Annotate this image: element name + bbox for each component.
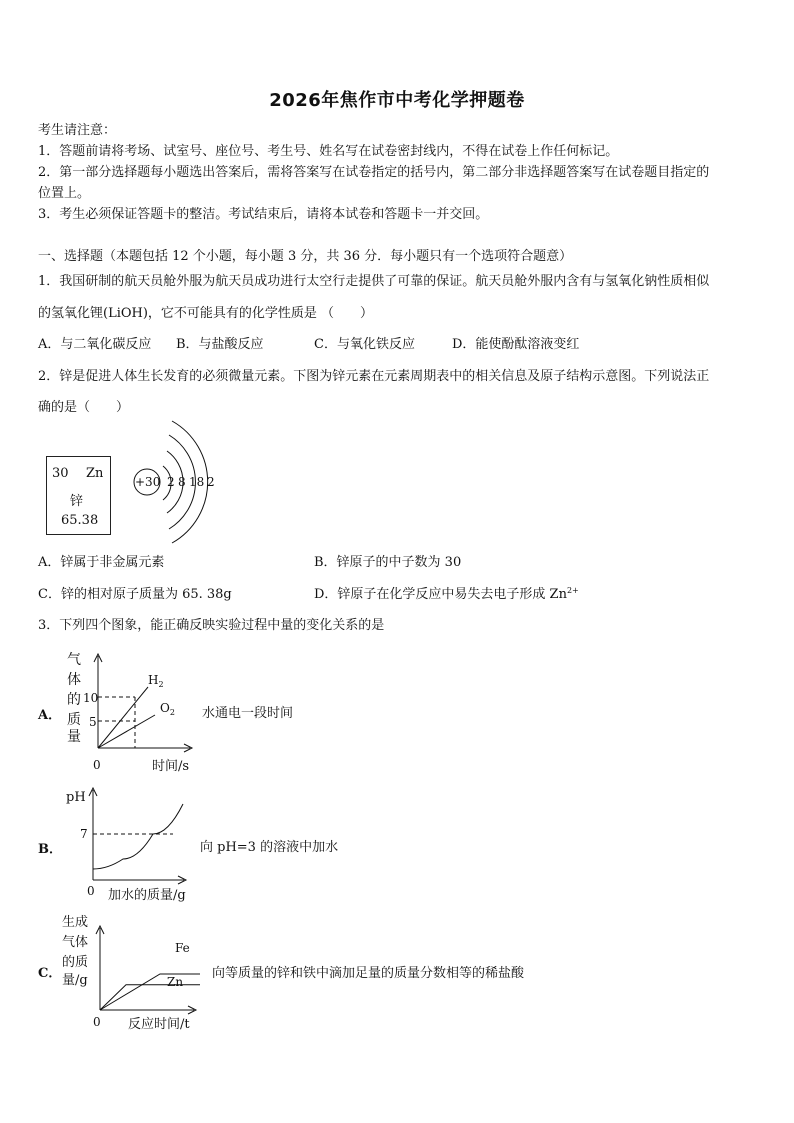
section-heading: 一、选择题（本题包括 12 个小题，每小题 3 分，共 36 分．每小题只有一个选项符合题意）: [38, 249, 573, 264]
graph-c-description: 向等质量的锌和铁中滴加足量的质量分数相等的稀盐酸: [212, 966, 525, 981]
graph-a-tick-10: 10: [83, 691, 99, 705]
graph-c-xlabel: 反应时间/t: [128, 1017, 190, 1032]
q2-option-d-charge: 2+: [566, 586, 579, 595]
q3-stem: 3．下列四个图象，能正确反映实验过程中量的变化关系的是: [38, 618, 385, 633]
element-name: 锌: [70, 494, 84, 509]
graph-a-label-h2: $H_2$: [148, 673, 164, 689]
q2-option-a: A．锌属于非金属元素: [38, 555, 165, 570]
graph-c-ylabel-line-4: 量/g: [62, 973, 88, 988]
graph-a-ylabel: [67, 652, 81, 745]
q2-option-d-text: D．锌原子在化学反应中易失去电子形成 Zn: [314, 587, 567, 602]
shell-electrons-1: 2: [167, 475, 175, 489]
notice-item-1: 1．答题前请将考场、试室号、座位号、考生号、姓名写在试卷密封线内，不得在试卷上作任何标记。: [38, 144, 619, 159]
q1-option-c: C．与氧化铁反应: [314, 337, 415, 352]
graph-b: [58, 782, 208, 907]
notice-item-2-cont: 位置上。: [38, 186, 91, 201]
graph-a-ylabel-char-3: 的: [67, 692, 81, 708]
graph-a: [58, 648, 208, 778]
notice-heading: 考生请注意：: [38, 123, 117, 138]
graph-b-ylabel: pH: [66, 790, 86, 805]
element-mass: 65.38: [61, 513, 99, 528]
graph-b-xlabel: 加水的质量/g: [108, 888, 186, 903]
shell-electrons-4: 2: [207, 475, 215, 489]
graph-a-label-o2: $O_2$: [160, 701, 175, 717]
graph-c: [58, 910, 208, 1035]
graph-a-ylabel-char-5: 量: [67, 729, 81, 745]
q2-option-d: [314, 583, 579, 602]
element-atomic-number: 30: [52, 466, 69, 481]
graph-c-origin: 0: [93, 1015, 101, 1029]
graph-a-line-h2: [98, 687, 148, 748]
graph-c-label-zn: Zn: [167, 975, 184, 989]
graph-b-origin: 0: [87, 884, 95, 898]
q1-line-2: 的氢氧化锂(LiOH)，它不可能具有的化学性质是 （ ）: [38, 306, 374, 321]
graph-b-tick-7: 7: [80, 827, 88, 841]
q2-line-1: 2．锌是促进人体生长发育的必须微量元素。下图为锌元素在元素周期表中的相关信息及原子结构示意图。下列说法正: [38, 369, 710, 384]
graph-c-ylabel: [62, 914, 88, 988]
graph-a-tick-5: 5: [89, 715, 97, 729]
element-symbol: Zn: [86, 466, 104, 481]
page-title: 2026年焦作市中考化学押题卷: [269, 90, 525, 111]
graph-a-ylabel-char-1: 气: [67, 652, 81, 668]
graph-c-line-fe: [100, 974, 200, 1010]
graph-c-label-fe: Fe: [175, 941, 190, 955]
shell-electrons-2: 8: [178, 475, 186, 489]
q1-option-d: D．能使酚酞溶液变红: [452, 337, 580, 352]
atom-structure-diagram: [128, 418, 228, 548]
q3-option-b-letter: B．: [38, 842, 62, 857]
graph-a-xlabel: 时间/s: [152, 759, 190, 774]
graph-b-curve: [93, 804, 183, 869]
q2-option-b: B．锌原子的中子数为 30: [314, 555, 462, 570]
q2-option-c: C．锌的相对原子质量为 65. 38g: [38, 587, 232, 602]
graph-c-ylabel-line-1: 生成: [62, 915, 89, 930]
graph-c-line-zn: [100, 985, 200, 1010]
q3-option-a-letter: A．: [38, 708, 62, 723]
q1-option-b: B．与盐酸反应: [176, 337, 264, 352]
q1-line-1: 1．我国研制的航天员舱外服为航天员成功进行太空行走提供了可靠的保证。航天员舱外服内含有与氢氧化钠性质相似: [38, 274, 710, 289]
q3-option-c-letter: C．: [38, 966, 62, 981]
graph-b-description: 向 pH=3 的溶液中加水: [200, 840, 339, 855]
graph-c-ylabel-line-2: 气体: [62, 935, 89, 950]
graph-a-line-o2: [98, 715, 155, 748]
graph-a-origin: 0: [93, 758, 101, 772]
q1-option-a: A．与二氧化碳反应: [38, 337, 152, 352]
shell-electrons-3: 18: [189, 475, 205, 489]
graph-a-ylabel-char-2: 体: [67, 672, 81, 688]
q2-line-2: 确的是（ ）: [38, 400, 130, 415]
graph-c-ylabel-line-3: 的质: [62, 955, 89, 970]
notice-item-2: 2．第一部分选择题每小题选出答案后，需将答案写在试卷指定的括号内，第二部分非选择题答案写在试卷题目指定的: [38, 165, 710, 180]
nucleus-charge: +30: [135, 475, 161, 489]
graph-a-ylabel-char-4: 质: [67, 712, 81, 728]
notice-item-3: 3．考生必须保证答题卡的整洁。考试结束后，请将本试卷和答题卡一并交回。: [38, 207, 489, 222]
graph-a-description: 水通电一段时间: [202, 706, 294, 721]
